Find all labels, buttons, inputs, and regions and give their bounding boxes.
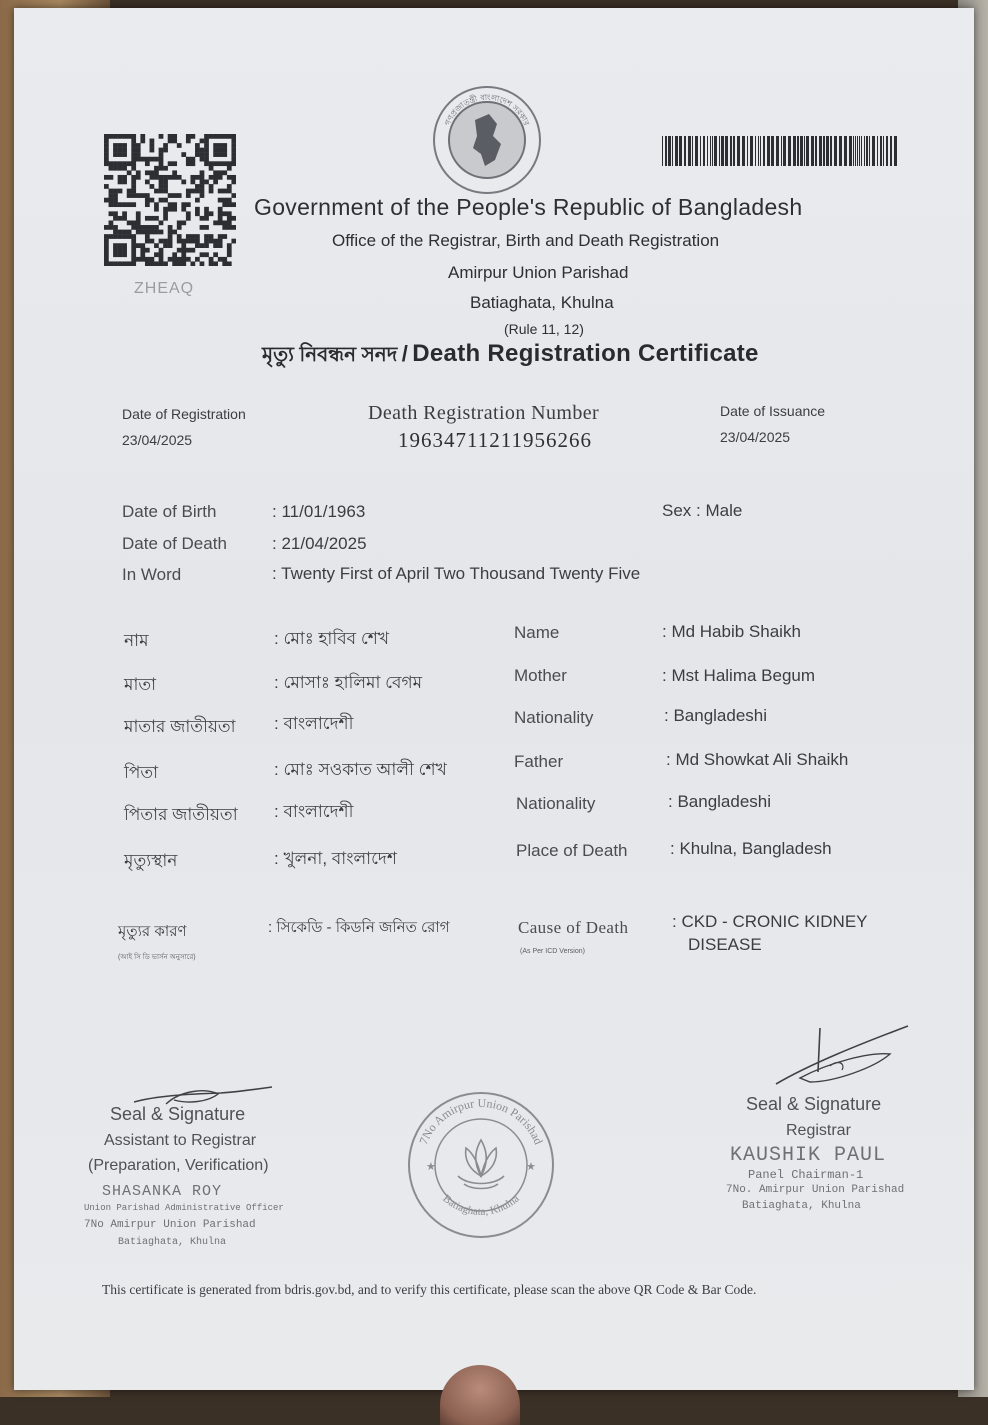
left-stamp-name: SHASANKA ROY (102, 1183, 223, 1200)
row-bn-label: মাতা (124, 675, 157, 694)
footer-note: This certificate is generated from bdris.gov.bd, and to verify this certificate, please scan the above QR Code & Bar Code. (102, 1282, 757, 1297)
svg-text:★: ★ (426, 1160, 436, 1173)
row-en-label: Nationality (514, 708, 594, 727)
row-bn-value: : মোঃ হাবিব শেখ (274, 629, 389, 648)
dob-label: Date of Birth (122, 502, 217, 521)
row-en-value: : Md Habib Shaikh (662, 622, 801, 641)
cause-en-value-line2: DISEASE (688, 935, 762, 954)
government-emblem (431, 84, 543, 196)
seal-text-top: 7No Amirpur Union Parishad (416, 1095, 546, 1147)
left-stamp-line2: 7No Amirpur Union Parishad (84, 1219, 256, 1231)
seal-text-bottom: Batiaghata, Khulna (440, 1192, 522, 1218)
row-bn-label: মাতার জাতীয়তা (124, 717, 236, 736)
barcode[interactable] (662, 136, 898, 166)
cause-bn-note: (আই সি ডি ভার্সন অনুসারে) (118, 954, 196, 961)
row-en-value: : Khulna, Bangladesh (670, 839, 832, 858)
row-en-value: : Bangladeshi (664, 706, 768, 725)
registration-number-label: Death Registration Number (368, 402, 600, 424)
title-en: Death Registration Certificate (412, 340, 759, 367)
svg-text:★: ★ (526, 1160, 536, 1173)
union-title: Amirpur Union Parishad (448, 263, 629, 282)
row-en-value: : Bangladeshi (668, 792, 772, 811)
cause-en-label: Cause of Death (518, 918, 629, 937)
right-stamp-name: KAUSHIK PAUL (730, 1144, 887, 1167)
dob-value: : 11/01/1963 (272, 502, 366, 521)
row-bn-label: নাম (124, 631, 149, 650)
svg-text:Batiaghata, Khulna (440, 1193, 521, 1218)
cause-en-note: (As Per ICD Version) (520, 948, 585, 955)
qr-code-label: ZHEAQ (134, 280, 195, 297)
in-word-label: In Word (122, 565, 182, 584)
page-title (262, 340, 759, 373)
dod-label: Date of Death (122, 534, 227, 553)
row-bn-value: : বাংলাদেশী (274, 802, 354, 821)
location-title: Batiaghata, Khulna (470, 293, 614, 312)
union-parishad-seal (406, 1090, 556, 1240)
sex-value: Sex : Male (662, 501, 743, 520)
row-bn-value: : খুলনা, বাংলাদেশ (274, 849, 397, 868)
row-en-label: Nationality (516, 794, 596, 813)
left-stamp-line3: Batiaghata, Khulna (118, 1237, 227, 1248)
office-title: Office of the Registrar, Birth and Death Registration (332, 231, 720, 250)
row-en-label: Father (514, 752, 564, 771)
left-seal-title: Seal & Signature (110, 1104, 246, 1124)
right-signature-scribble (770, 1024, 912, 1094)
government-title: Government of the People's Republic of Bangladesh (254, 194, 803, 220)
cause-bn-label: মৃত্যুর কারণ (118, 923, 187, 940)
row-bn-value: : মোসাঃ হালিমা বেগম (274, 673, 423, 692)
date-of-issuance-value: 23/04/2025 (720, 429, 791, 445)
left-stamp-line1: Union Parishad Administrative Officer (84, 1203, 284, 1213)
cause-bn-value: : সিকেডি - কিডনি জনিত রোগ (268, 919, 450, 936)
title-bn: মৃত্যু নিবন্ধন সনদ (262, 344, 398, 366)
row-en-label: Mother (514, 666, 567, 685)
row-bn-value: : বাংলাদেশী (274, 714, 354, 733)
title-separator: / (401, 341, 408, 366)
row-en-value: : Mst Halima Begum (662, 666, 816, 685)
registration-number: 19634711211956266 (398, 428, 592, 452)
row-bn-value: : মোঃ সওকাত আলী শেখ (274, 760, 447, 779)
emblem-text: গণপ্রজাতন্ত্রী বাংলাদেশ সরকার (442, 92, 532, 127)
qr-code[interactable] (104, 134, 236, 266)
row-bn-label: পিতা (124, 763, 159, 782)
dod-value: : 21/04/2025 (272, 534, 367, 553)
row-en-label: Place of Death (516, 841, 628, 860)
left-role: Assistant to Registrar (104, 1132, 257, 1149)
certificate-paper (14, 8, 974, 1390)
right-stamp-line1: Panel Chairman-1 (748, 1168, 864, 1182)
row-bn-label: পিতার জাতীয়তা (124, 805, 238, 824)
row-en-value: : Md Showkat Ali Shaikh (666, 750, 849, 769)
left-role2: (Preparation, Verification) (88, 1157, 269, 1174)
in-word-value: : Twenty First of April Two Thousand Twenty Five (272, 564, 641, 583)
row-en-label: Name (514, 623, 560, 642)
cause-en-value-line1: : CKD - CRONIC KIDNEY (672, 912, 868, 931)
rule-text: (Rule 11, 12) (504, 321, 584, 337)
date-of-registration-label: Date of Registration (122, 406, 246, 422)
row-bn-label: মৃত্যুস্থান (124, 851, 178, 870)
date-of-issuance-label: Date of Issuance (720, 403, 826, 419)
right-stamp-line2: 7No. Amirpur Union Parishad (726, 1184, 905, 1196)
right-role: Registrar (786, 1122, 851, 1139)
right-stamp-line3: Batiaghata, Khulna (742, 1200, 861, 1212)
right-seal-title: Seal & Signature (746, 1094, 882, 1114)
date-of-registration-value: 23/04/2025 (122, 432, 193, 448)
